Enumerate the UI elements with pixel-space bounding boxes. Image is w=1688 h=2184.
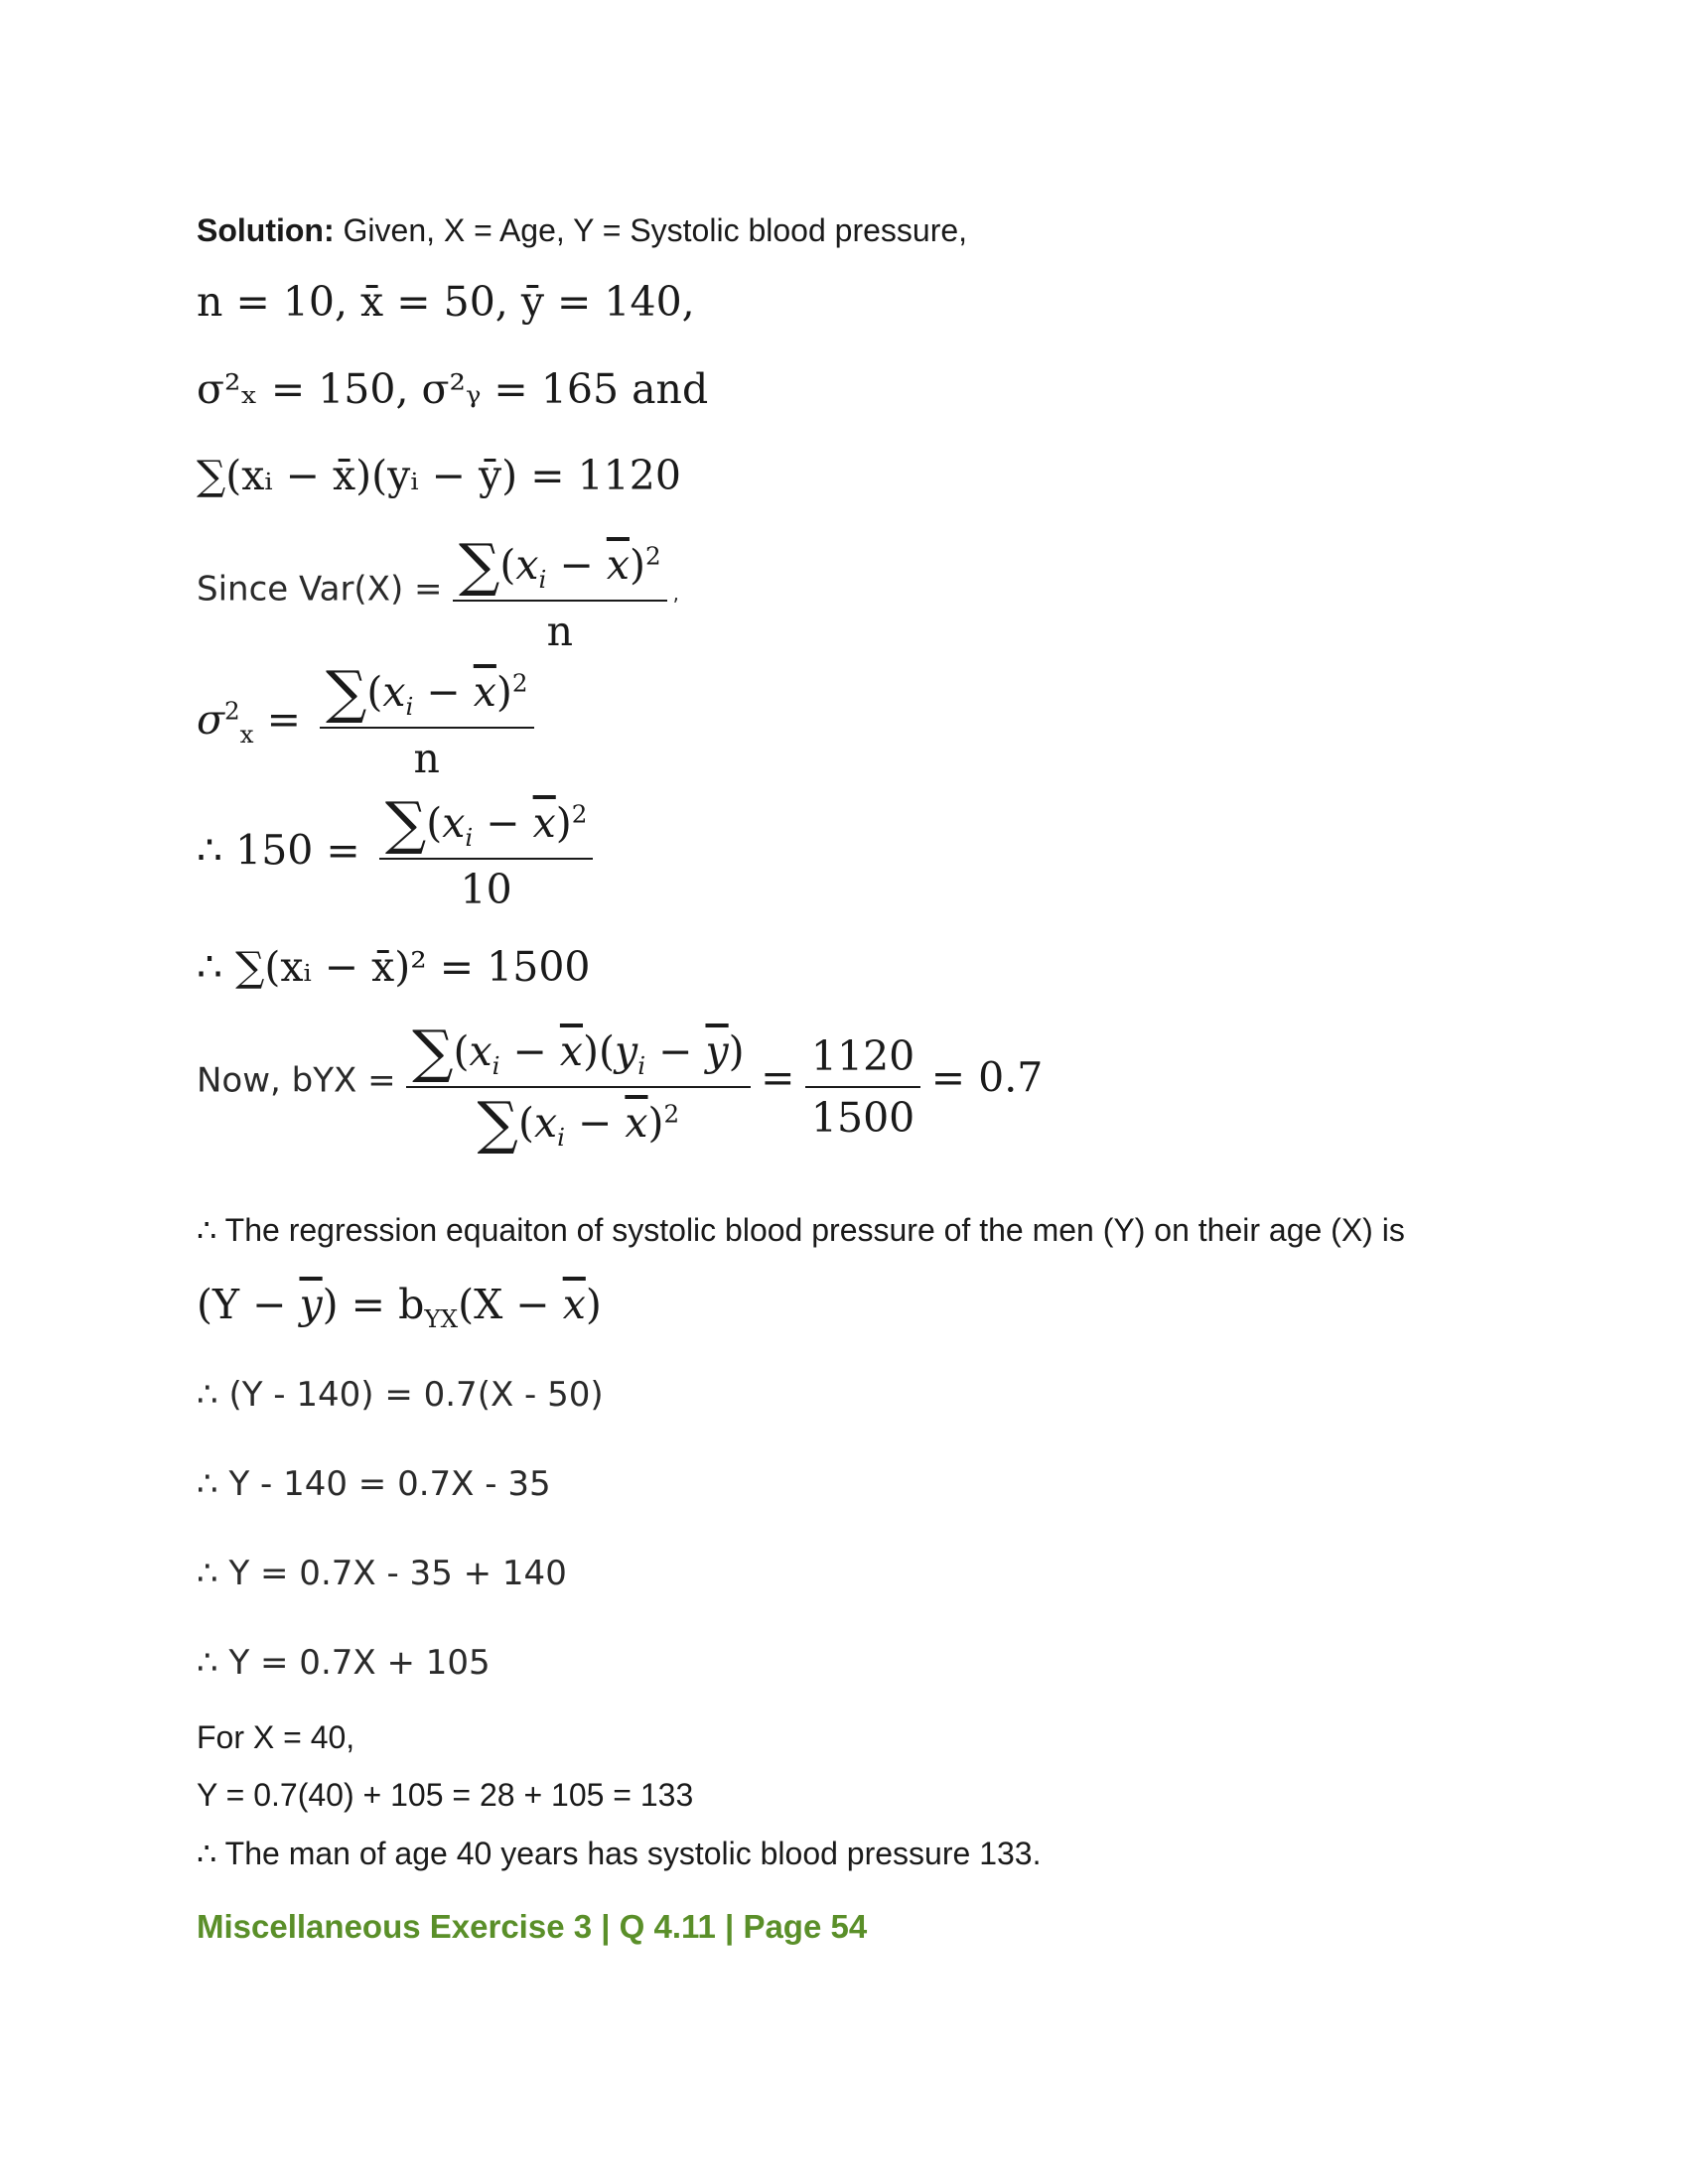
since-var-label: Since Var(X) =: [197, 569, 443, 610]
for-x-text: For X = 40,: [197, 1719, 355, 1755]
now-byx-label: Now, bYX =: [197, 1060, 396, 1101]
var-numerator: $\sum(x_i - \overline{x})^2$: [453, 536, 667, 602]
given-values-line: [197, 278, 695, 326]
fraction-150: $\frac{\sum(x_i - \overline{x})^2}{10}$: [379, 794, 594, 913]
sigma-x-fraction: $\frac{\sum(x_i - \overline{x})^2}{n}$: [320, 663, 534, 782]
sum-products-line: [197, 452, 681, 499]
equation-step: ∴ Y = 0.7X + 105: [197, 1643, 491, 1683]
y-calculation: Y = 0.7(40) + 105 = 28 + 105 = 133: [197, 1777, 694, 1813]
equation-step: ∴ Y - 140 = 0.7X - 35: [197, 1464, 551, 1504]
var-denominator: n: [546, 608, 573, 656]
byx-result: = 0.7: [930, 1053, 1044, 1102]
numeric-denominator: 1500: [810, 1094, 915, 1143]
var-definition: Since Var(X) = $\frac{\sum(x_i - \overline{x})^2}{n}$ ,: [197, 531, 679, 656]
numeric-numerator: 1120: [805, 1032, 920, 1088]
variances-line: [197, 365, 708, 413]
given-values: n = 10, x̄ = 50, ȳ = 140,: [197, 278, 695, 326]
equation-150: ∴ 150 = $\frac{\sum(x_i - \overline{x})^2}{10}$: [197, 794, 599, 913]
variances-text: σ²ₓ = 150, σ²ᵧ = 165 and: [197, 365, 709, 413]
var-fraction: [453, 531, 667, 656]
equation-step: ∴ (Y - 140) = 0.7(X - 50): [197, 1375, 604, 1415]
solution-label: Solution:: [197, 212, 335, 248]
solution-heading: [197, 212, 967, 249]
regression-formula: $(Y - \overline{y}) = b_{YX}(X - \overline{x})$: [197, 1281, 602, 1334]
byx-equation: Now, bYX = $\frac{\sum(x_i - \overline{x})(y_i - \overline{y})}{\sum(x_i - \overline{x})^2}$ = $\frac{1120}{1500}$ = 0.7: [197, 1018, 1044, 1158]
sigma-x-equation: $\sigma^2_x$ = $\frac{\sum(x_i - \overline{x})^2}{n}$: [197, 663, 540, 782]
regression-intro: ∴ The regression equaiton of systolic blood pressure of the men (Y) on their age (X) is: [197, 1212, 1405, 1248]
conclusion-text: ∴ The man of age 40 years has systolic blood pressure 133.: [197, 1836, 1042, 1871]
equation-step: ∴ Y = 0.7X - 35 + 140: [197, 1554, 567, 1593]
byx-fraction: $\frac{\sum(x_i - \overline{x})(y_i - \overline{y})}{\sum(x_i - \overline{x})^2}$: [406, 1023, 751, 1152]
given-text: Given, X = Age, Y = Systolic blood pressure,: [334, 212, 968, 248]
sum-squares-text: ∑(xᵢ − x̄)² = 1500: [235, 943, 591, 991]
exercise-reference-link[interactable]: Miscellaneous Exercise 3 | Q 4.11 | Page 54: [197, 1908, 868, 1945]
sum-products-text: ∑(xᵢ − x̄)(yᵢ − ȳ) = 1120: [197, 452, 681, 499]
numeric-fraction: [805, 1032, 920, 1142]
sigma-x-symbol: $\sigma^2_x$: [197, 695, 254, 749]
sum-squares-line: ∴ ∑(xᵢ − x̄)² = 1500: [197, 943, 591, 991]
